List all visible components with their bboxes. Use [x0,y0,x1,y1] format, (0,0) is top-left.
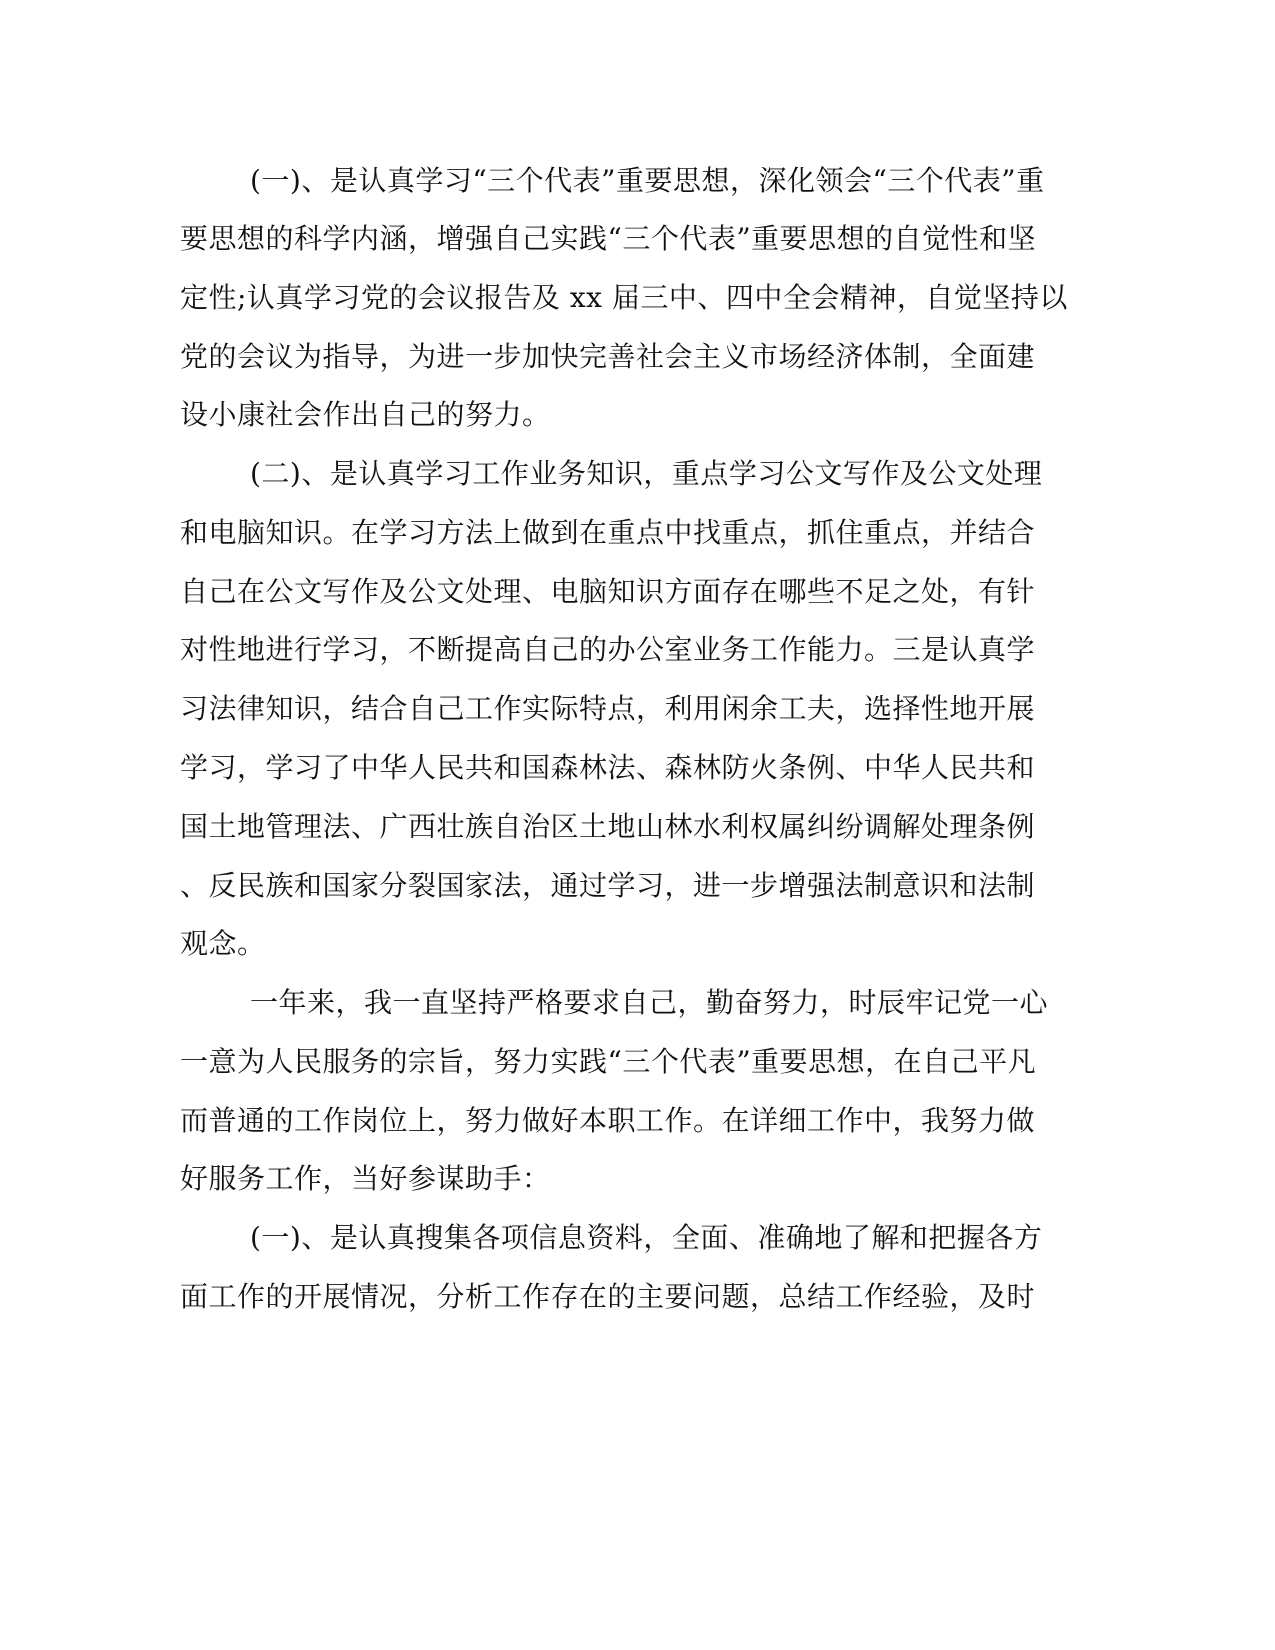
paragraph-2-line-9: 观念。 [180,927,266,960]
paragraph-2-line-1: (二)、是认真学习工作业务知识，重点学习公文写作及公文处理 [250,457,1043,490]
paragraph-2-line-6: 学习，学习了中华人民共和国森林法、森林防火条例、中华人民共和 [180,751,1036,784]
paragraph-3-line-1: 一年来，我一直坚持严格要求自己，勤奋努力，时辰牢记党一心 [250,986,1049,1019]
paragraph-3-line-3: 而普通的工作岗位上，努力做好本职工作。在详细工作中，我努力做 [180,1104,1036,1137]
paragraph-2-line-7: 国土地管理法、广西壮族自治区土地山林水利权属纠纷调解处理条例 [180,810,1036,843]
paragraph-1-line-4: 党的会议为指导，为进一步加快完善社会主义市场经济体制，全面建 [180,340,1036,373]
paragraph-4-line-1: (一)、是认真搜集各项信息资料，全面、准确地了解和把握各方 [250,1221,1043,1254]
paragraph-3-line-2: 一意为人民服务的宗旨，努力实践“三个代表”重要思想，在自己平凡 [180,1045,1037,1078]
paragraph-2-line-2: 和电脑知识。在学习方法上做到在重点中找重点，抓住重点，并结合 [180,516,1036,549]
paragraph-2-line-5: 习法律知识，结合自己工作实际特点，利用闲余工夫，选择性地开展 [180,692,1036,725]
paragraph-2-line-4: 对性地进行学习，不断提高自己的办公室业务工作能力。三是认真学 [180,633,1036,666]
paragraph-1-line-2: 要思想的科学内涵，增强自己实践“三个代表”重要思想的自觉性和坚 [180,222,1037,255]
paragraph-1-line-5: 设小康社会作出自己的努力。 [180,398,551,431]
paragraph-2-line-8: 、反民族和国家分裂国家法，通过学习，进一步增强法制意识和法制 [180,869,1036,902]
paragraph-4-line-2: 面工作的开展情况，分析工作存在的主要问题，总结工作经验，及时 [180,1280,1036,1313]
paragraph-1-line-3: 定性;认真学习党的会议报告及 xx 届三中、四中全会精神，自觉坚持以 [180,281,1068,314]
paragraph-3-line-4: 好服务工作，当好参谋助手： [180,1162,551,1195]
paragraph-2-line-3: 自己在公文写作及公文处理、电脑知识方面存在哪些不足之处，有针 [180,575,1036,608]
paragraph-1-line-1: (一)、是认真学习“三个代表”重要思想，深化领会“三个代表”重 [250,164,1045,197]
